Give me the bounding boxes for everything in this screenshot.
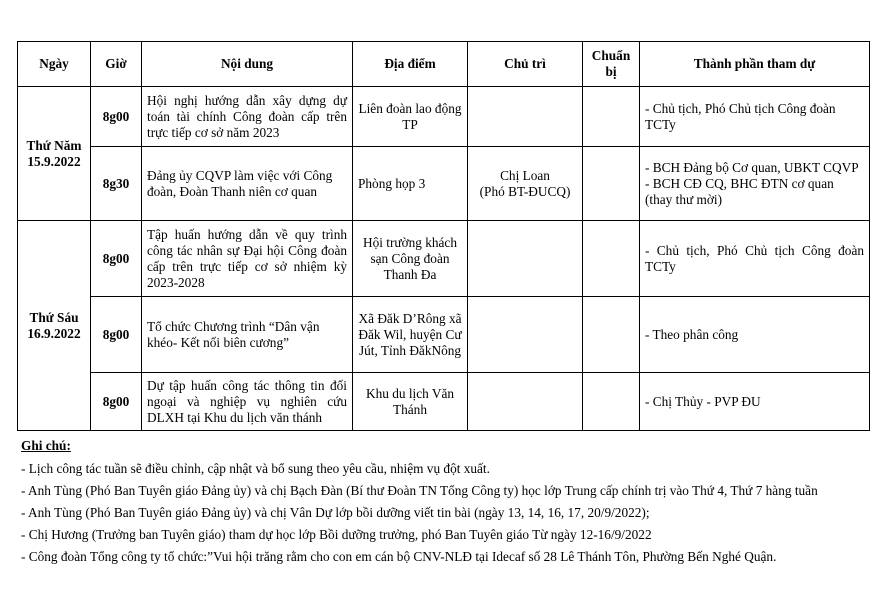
header-day: Ngày [18, 42, 91, 87]
prep-cell [583, 297, 640, 373]
time-cell: 8g00 [91, 373, 142, 431]
note-item: - Lịch công tác tuần sẽ điều chỉnh, cập nhật và bổ sung theo yêu cầu, nhiệm vụ đột xuất. [21, 461, 490, 476]
table-row [18, 373, 870, 431]
chair-cell [468, 221, 583, 297]
schedule-table [17, 41, 870, 431]
time-cell: 8g00 [91, 297, 142, 373]
attendees-cell: - BCH Đảng bộ Cơ quan, UBKT CQVP - BCH CĐ CQ, BHC ĐTN cơ quan (thay thư mời) [640, 147, 870, 221]
place-cell: Khu du lịch Văn Thánh [353, 373, 468, 431]
note-item: - Anh Tùng (Phó Ban Tuyên giáo Đảng ủy) và chị Vân Dự lớp bồi dưỡng viết tin bài (ngày 13, 14, 16, 17, 20/9/2022); [21, 505, 650, 520]
place-cell: Liên đoàn lao động TP [353, 87, 468, 147]
content-cell: Hội nghị hướng dẫn xây dựng dự toán tài chính Công đoàn cấp trên trực tiếp cơ sở năm 2023 [142, 87, 353, 147]
attendees-cell: - Theo phân công [640, 297, 870, 373]
table-row [18, 87, 870, 147]
prep-cell [583, 373, 640, 431]
header-content: Nội dung [142, 42, 353, 87]
chair-cell: Chị Loan (Phó BT-ĐUCQ) [468, 147, 583, 221]
content-cell: Dự tập huấn công tác thông tin đối ngoại và nghiệp vụ nghiên cứu DLXH tại Khu du lịch văn thánh [142, 373, 353, 431]
note-item: - Anh Tùng (Phó Ban Tuyên giáo Đảng ủy) và chị Bạch Đàn (Bí thư Đoàn TN Tổng Công ty) học lớp Trung cấp chính trị vào Thứ 4, Thứ 7 hàng tuần [21, 483, 818, 498]
table-row [18, 221, 870, 297]
day-cell: Thứ Năm 15.9.2022 [18, 87, 91, 221]
content-cell: Tổ chức Chương trình “Dân vận khéo- Kết nối biên cương” [142, 297, 353, 373]
time-cell: 8g30 [91, 147, 142, 221]
header-time: Giờ [91, 42, 142, 87]
content-cell: Đảng ủy CQVP làm việc với Công đoàn, Đoàn Thanh niên cơ quan [142, 147, 353, 221]
place-cell: Phòng họp 3 [353, 147, 468, 221]
attendees-cell: - Chủ tịch, Phó Chủ tịch Công đoàn TCTy [640, 87, 870, 147]
place-cell: Xã Đăk D’Rông xã Đăk Wil, huyện Cư Jút, Tỉnh ĐăkNông [353, 297, 468, 373]
chair-cell [468, 297, 583, 373]
header-attendees: Thành phần tham dự [640, 42, 870, 87]
header-prep: Chuẩn bị [583, 42, 640, 87]
chair-cell [468, 87, 583, 147]
note-item: - Công đoàn Tổng công ty tổ chức:”Vui hội trăng rằm cho con em cán bộ CNV-NLĐ tại Idecaf số 28 Lê Thánh Tôn, Phường Bến Nghé Quận. [21, 549, 777, 564]
prep-cell [583, 147, 640, 221]
place-cell: Hội trường khách sạn Công đoàn Thanh Đa [353, 221, 468, 297]
attendees-cell: - Chị Thủy - PVP ĐU [640, 373, 870, 431]
table-row [18, 147, 870, 221]
note-item: - Chị Hương (Trưởng ban Tuyên giáo) tham dự học lớp Bồi dưỡng trưởng, phó Ban Tuyên giáo Từ ngày 12-16/9/2022 [21, 527, 652, 542]
day-cell: Thứ Sáu 16.9.2022 [18, 221, 91, 431]
notes-title: Ghi chú: [21, 438, 71, 453]
time-cell: 8g00 [91, 87, 142, 147]
prep-cell [583, 87, 640, 147]
chair-cell [468, 373, 583, 431]
time-cell: 8g00 [91, 221, 142, 297]
notes-section [21, 438, 871, 571]
header-place: Địa điểm [353, 42, 468, 87]
attendees-cell: - Chủ tịch, Phó Chủ tịch Công đoàn TCTy [640, 221, 870, 297]
content-cell: Tập huấn hướng dẫn về quy trình công tác nhân sự Đại hội Công đoàn cấp trên trực tiếp cơ sở nhiệm kỳ 2023-2028 [142, 221, 353, 297]
prep-cell [583, 221, 640, 297]
header-chair: Chủ trì [468, 42, 583, 87]
header-row [18, 42, 870, 87]
table-row [18, 297, 870, 373]
